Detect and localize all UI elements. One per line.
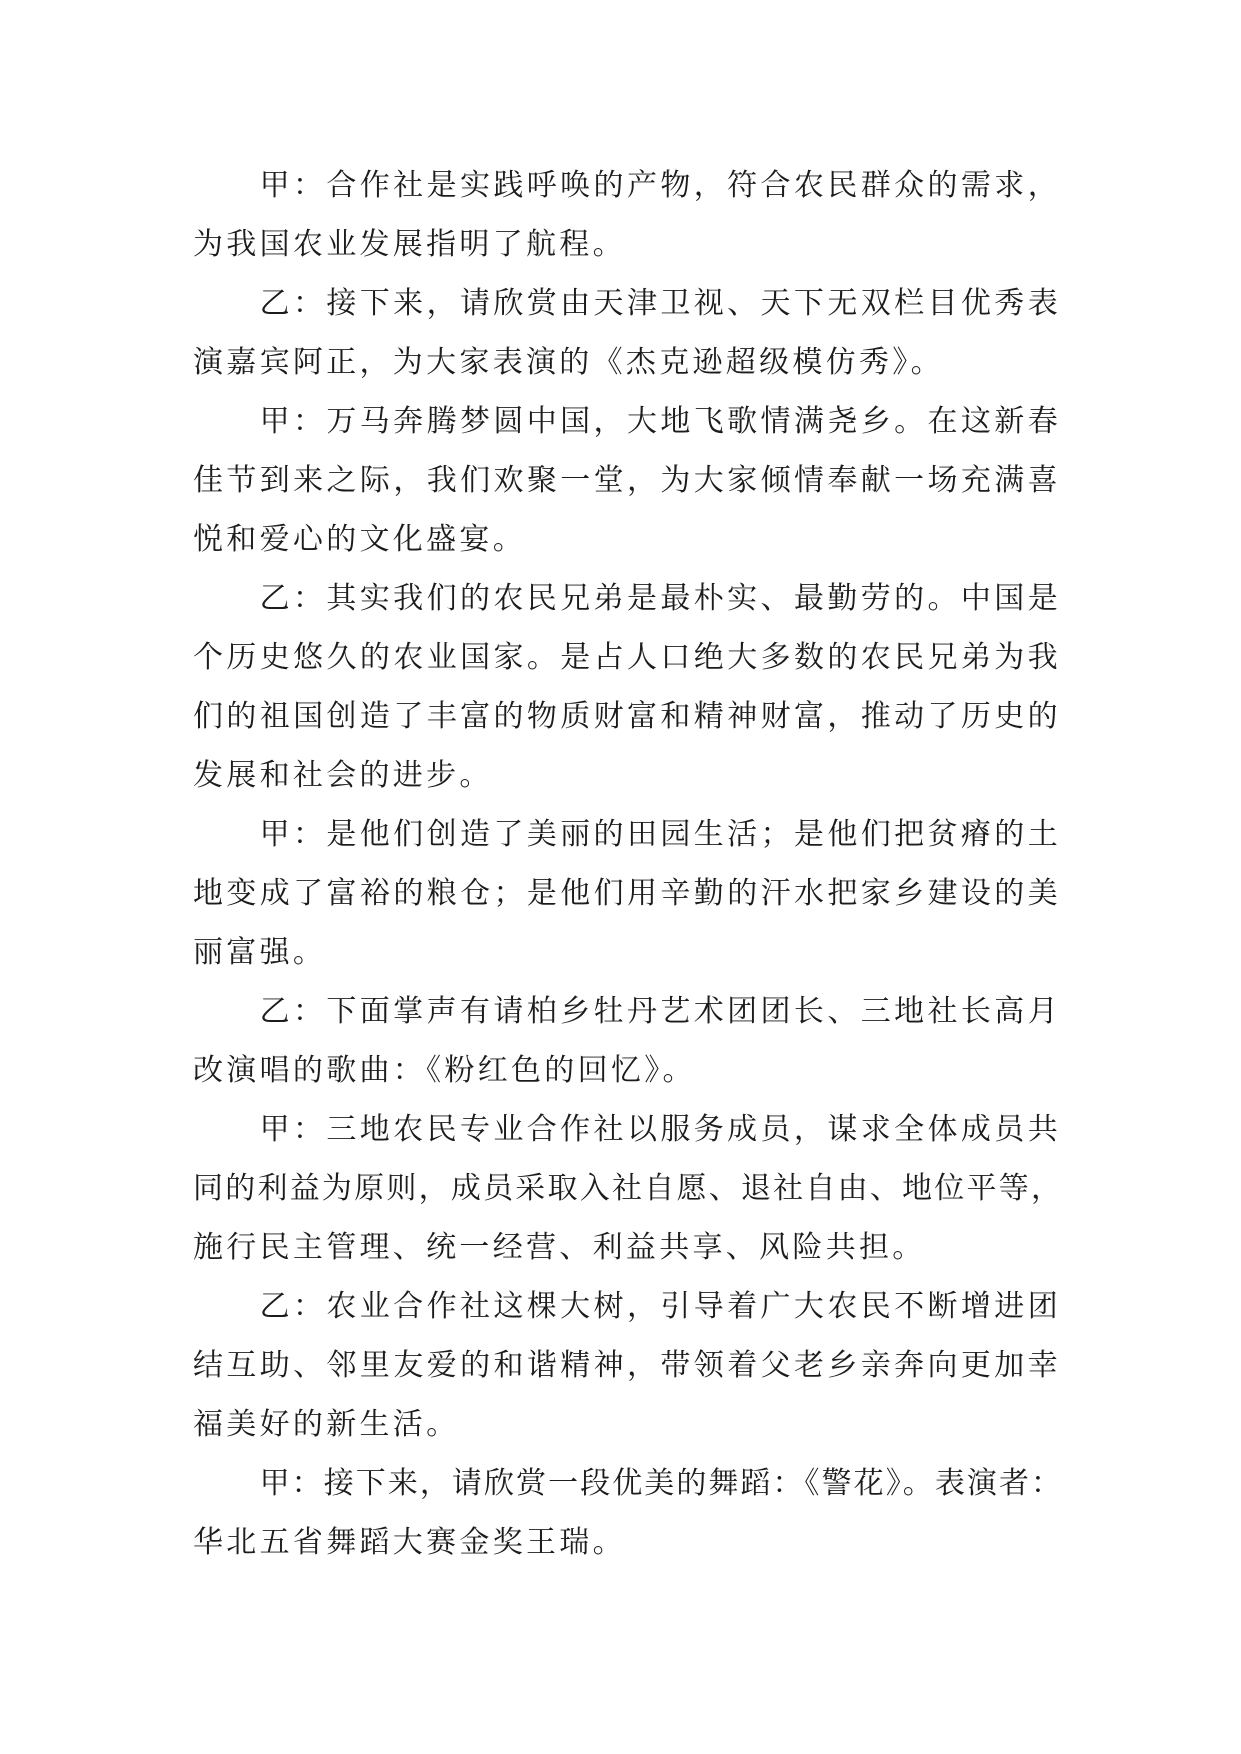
paragraph-line: 们的祖国创造了丰富的物质财富和精神财富，推动了历史的 [193,699,1061,734]
paragraph-line: 悦和爱心的文化盛宴。 [193,522,526,557]
paragraph-line: 甲：合作社是实践呼唤的产物，符合农民群众的需求， [259,168,1061,203]
paragraph-line: 福美好的新生活。 [193,1407,460,1442]
paragraph-line: 发展和社会的进步。 [193,758,493,793]
paragraph-line: 丽富强。 [193,935,327,970]
paragraph-line: 乙：下面掌声有请柏乡牡丹艺术团团长、三地社长高月 [259,994,1061,1029]
paragraph-line: 结互助、邻里友爱的和谐精神，带领着父老乡亲奔向更加幸 [193,1348,1061,1383]
paragraph-line: 甲：万马奔腾梦圆中国，大地飞歌情满尧乡。在这新春 [259,404,1061,439]
dialogue-paragraph [193,1100,1061,1277]
paragraph-line: 改演唱的歌曲：《粉红色的回忆》。 [193,1053,696,1088]
dialogue-paragraph [193,392,1061,569]
dialogue-paragraph [193,805,1061,982]
paragraph-line: 个历史悠久的农业国家。是占人口绝大多数的农民兄弟为我 [193,640,1061,675]
paragraph-line: 乙：其实我们的农民兄弟是最朴实、最勤劳的。中国是 [259,581,1061,616]
document-body [193,156,1061,1572]
dialogue-paragraph [193,982,1061,1100]
paragraph-line: 地变成了富裕的粮仓；是他们用辛勤的汗水把家乡建设的美 [193,876,1061,911]
paragraph-line: 华北五省舞蹈大赛金奖王瑞。 [193,1525,626,1560]
dialogue-paragraph [193,274,1061,392]
paragraph-line: 施行民主管理、统一经营、利益共享、风险共担。 [193,1230,926,1265]
paragraph-line: 甲：是他们创造了美丽的田园生活；是他们把贫瘠的土 [259,817,1061,852]
dialogue-paragraph [193,1454,1061,1572]
paragraph-line: 乙：接下来，请欣赏由天津卫视、天下无双栏目优秀表 [259,286,1061,321]
paragraph-line: 为我国农业发展指明了航程。 [193,227,626,262]
paragraph-line: 甲：三地农民专业合作社以服务成员，谋求全体成员共 [259,1112,1061,1147]
paragraph-line: 甲：接下来，请欣赏一段优美的舞蹈：《警花》。表演者： [259,1466,1061,1501]
paragraph-line: 演嘉宾阿正，为大家表演的《杰克逊超级模仿秀》。 [193,345,944,380]
paragraph-line: 佳节到来之际，我们欢聚一堂，为大家倾情奉献一场充满喜 [193,463,1061,498]
dialogue-paragraph [193,156,1061,274]
dialogue-paragraph [193,569,1061,805]
paragraph-line: 乙：农业合作社这棵大树，引导着广大农民不断增进团 [259,1289,1061,1324]
dialogue-paragraph [193,1277,1061,1454]
paragraph-line: 同的利益为原则，成员采取入社自愿、退社自由、地位平等， [193,1171,1061,1206]
